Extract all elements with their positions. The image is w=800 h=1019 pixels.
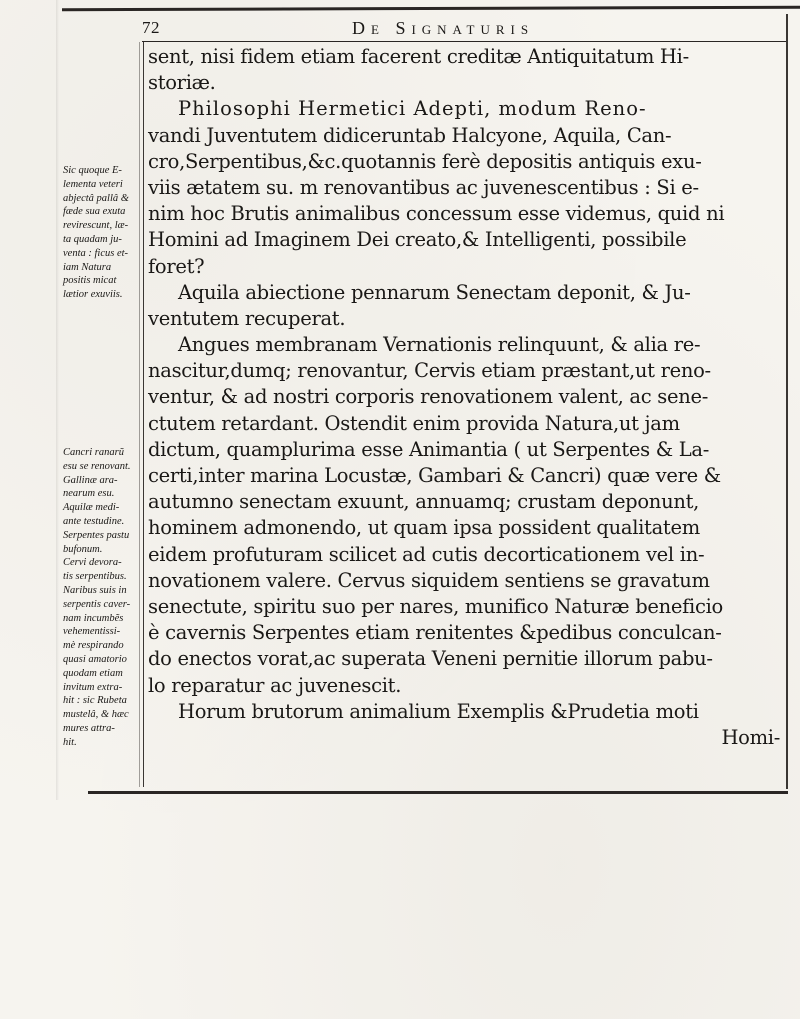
marginal-line: ante testudine. — [63, 515, 125, 527]
margin-rule — [139, 42, 140, 787]
marginal-line: vehementissi- — [63, 626, 121, 638]
marginal-line: iam Natura — [63, 261, 112, 273]
marginal-note-1 — [63, 164, 139, 302]
marginal-line: Naribus suis in — [63, 584, 127, 596]
marginal-line: lætior exuviis. — [63, 289, 123, 301]
text-frame-right — [786, 14, 788, 789]
text-line: Aquila abiectione pennarum Senectam deponit, & Ju- — [178, 280, 691, 304]
text-line: novationem valere. Cervus siquidem sentiens se gravatum — [148, 568, 710, 592]
text-line: cro,Serpentibus,&c.quotannis ferè depositis antiquis exu- — [148, 149, 702, 173]
text-line: viis ætatem su. m renovantibus ac juvenescentibus : Si e- — [148, 175, 699, 199]
marginal-line: Gallinæ ara- — [63, 474, 118, 486]
marginal-note-2 — [63, 446, 139, 750]
bottom-rule — [88, 791, 788, 794]
text-line: autumno senectam exuunt, annuamq; crustam deponunt, — [148, 490, 700, 514]
marginal-line: Serpentes pastu — [63, 529, 130, 541]
marginal-line: Sic quoque E- — [63, 165, 122, 176]
text-line: foret? — [148, 254, 205, 278]
text-line: vandi Juventutem didiceruntab Halcyone, Aquila, Can- — [148, 123, 672, 147]
text-line: hominem admonendo, ut quam ipsa possident qualitatem — [148, 516, 700, 540]
text-line: eidem profuturam scilicet ad cutis decorticationem vel in- — [148, 542, 705, 566]
text-line: dictum, quamplurima esse Animantia ( ut Serpentes & La- — [148, 437, 709, 461]
scan-shadow — [56, 0, 59, 800]
text-line: certi,inter marina Locustæ, Gambari & Cancri) quæ vere & — [148, 464, 721, 487]
marginal-line: invitum extra- — [63, 681, 123, 693]
marginal-line: Aquilæ medi- — [63, 502, 120, 514]
text-line: nascitur,dumq; renovantur, Cervis etiam præstant,ut reno- — [148, 359, 711, 383]
page-header — [142, 18, 786, 42]
marginal-line: lementa veteri — [63, 178, 123, 190]
marginal-line: hit. — [63, 736, 77, 748]
marginal-line: tis serpentibus. — [63, 571, 127, 583]
running-title: De Signaturis — [352, 18, 535, 38]
marginal-line: quodam etiam — [63, 667, 123, 679]
text-line: è cavernis Serpentes etiam renitentes &pedibus conculcan- — [148, 621, 722, 645]
marginal-line: esu se renovant. — [63, 460, 131, 472]
body-text — [148, 44, 784, 751]
marginal-line: bufonum. — [63, 543, 103, 555]
header-rule — [142, 41, 786, 42]
marginal-line: Cervi devora- — [63, 557, 122, 569]
text-line: Horum brutorum animalium Exemplis &Prudetia moti — [178, 699, 699, 723]
marginal-line: mures attra- — [63, 722, 115, 734]
marginal-line: venta : ficus et- — [63, 247, 129, 259]
text-frame-left — [143, 42, 144, 787]
marginal-line: quasi amatorio — [63, 653, 127, 665]
text-line: sent, nisi fidem etiam facerent creditæ Antiquitatum Hi- — [148, 45, 689, 68]
text-line: Homini ad Imaginem Dei creato,& Intelligenti, possibile — [148, 228, 687, 252]
text-line: lo reparatur ac juvenescit. — [148, 673, 402, 697]
text-line: storiæ. — [148, 71, 216, 95]
marginal-line: abjectâ pallâ & — [63, 192, 129, 204]
marginal-line: ta quadam ju- — [63, 233, 122, 245]
text-line: do enectos vorat,ac superata Veneni pernitie illorum pabu- — [148, 647, 713, 671]
marginal-line: mustelâ, & hæc — [63, 709, 129, 721]
text-line: Angues membranam Vernationis relinquunt, & alia re- — [178, 333, 701, 357]
marginal-line: revirescunt, læ- — [63, 220, 129, 232]
marginal-line: nam incumbẽs — [63, 612, 124, 624]
page-number: 72 — [142, 18, 160, 37]
text-line: nim hoc Brutis animalibus concessum esse videmus, quid ni — [148, 202, 725, 226]
marginal-line: hit : sic Rubeta — [63, 695, 127, 707]
text-line: ventutem recuperat. — [148, 306, 346, 330]
text-line: senectute, spiritu suo per nares, munifico Naturæ beneficio — [148, 594, 723, 618]
marginal-line: fæde sua exuta — [63, 206, 126, 218]
marginal-line: mè respirando — [63, 640, 124, 652]
marginal-line: nearum esu. — [63, 488, 115, 500]
marginal-line: serpentis caver- — [63, 598, 131, 610]
text-line: ctutem retardant. Ostendit enim provida Natura,ut jam — [148, 411, 680, 435]
catchword: Homi- — [721, 725, 780, 749]
marginal-line: Cancri ranarũ — [63, 447, 124, 458]
marginal-line: positis micat — [63, 275, 117, 287]
text-line: ventur, & ad nostri corporis renovationem valent, ac sene- — [148, 385, 709, 409]
text-line: Philosophi Hermetici Adepti, modum Reno- — [178, 97, 647, 121]
